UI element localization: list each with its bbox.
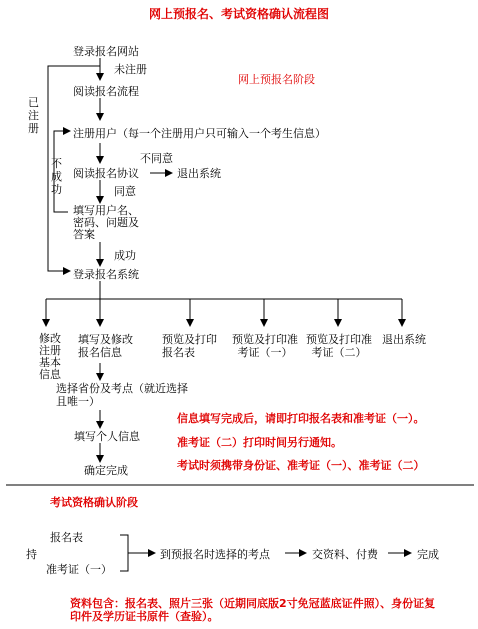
label-disagree: 不同意 (140, 152, 173, 165)
node-login-system: 登录报名系统 (73, 268, 139, 281)
branch-print-ticket-1: 预览及打印准考证（一） (232, 333, 298, 359)
note-print-now: 信息填写完成后，请即打印报名表和准考证（一）。 (177, 412, 425, 425)
label-hold: 持 (26, 548, 37, 561)
page-title: 网上预报名、考试资格确认流程图 (148, 7, 329, 21)
branch-print-form: 预览及打印报名表 (162, 333, 217, 359)
node-confirm-done: 确定完成 (84, 464, 128, 477)
node-fill-personal: 填写个人信息 (74, 430, 140, 443)
label-registered: 已注册 (28, 96, 39, 135)
item-registration-form: 报名表 (50, 531, 83, 544)
step-go-to-site: 到预报名时选择的考点 (160, 548, 270, 561)
node-exit-system-1: 退出系统 (177, 167, 221, 180)
step-done: 完成 (417, 548, 439, 561)
label-fail: 不成功 (51, 157, 62, 196)
item-admission-ticket-1: 准考证（一） (46, 563, 112, 576)
stage1-label: 网上预报名阶段 (238, 73, 315, 86)
note-ticket2-later: 准考证（二）打印时间另行通知。 (177, 436, 342, 449)
node-read-process: 阅读报名流程 (73, 85, 139, 98)
node-register-user: 注册用户（每一个注册用户只可输入一个考生信息） (73, 127, 326, 140)
step-submit-pay: 交资料、付费 (312, 548, 378, 561)
node-login-site: 登录报名网站 (73, 45, 139, 58)
label-agree: 同意 (114, 185, 136, 198)
branch-fill-info: 填写及修改报名信息 (78, 333, 133, 359)
label-success: 成功 (114, 249, 136, 262)
node-choose-site: 选择省份及考点（就近选择且唯一） (56, 382, 188, 408)
stage2-label: 考试资格确认阶段 (50, 496, 138, 509)
note-materials: 资料包含：报名表、照片三张（近期同底版2寸免冠蓝底证件照）、身份证复印件及学历证书原件（查验）。 (70, 597, 436, 623)
note-bring-docs: 考试时须携带身份证、准考证（一）、准考证（二） (177, 459, 425, 472)
branch-modify-register-info: 修改注册基本信息 (39, 332, 61, 381)
node-read-agreement: 阅读报名协议 (73, 167, 139, 180)
materials-bracket (120, 535, 128, 571)
branch-print-ticket-2: 预览及打印准考证（二） (306, 333, 372, 359)
node-fill-user: 填写用户名、密码、问题及答案 (73, 204, 139, 241)
label-not-registered: 未注册 (114, 63, 147, 76)
branch-exit-system: 退出系统 (382, 333, 426, 346)
